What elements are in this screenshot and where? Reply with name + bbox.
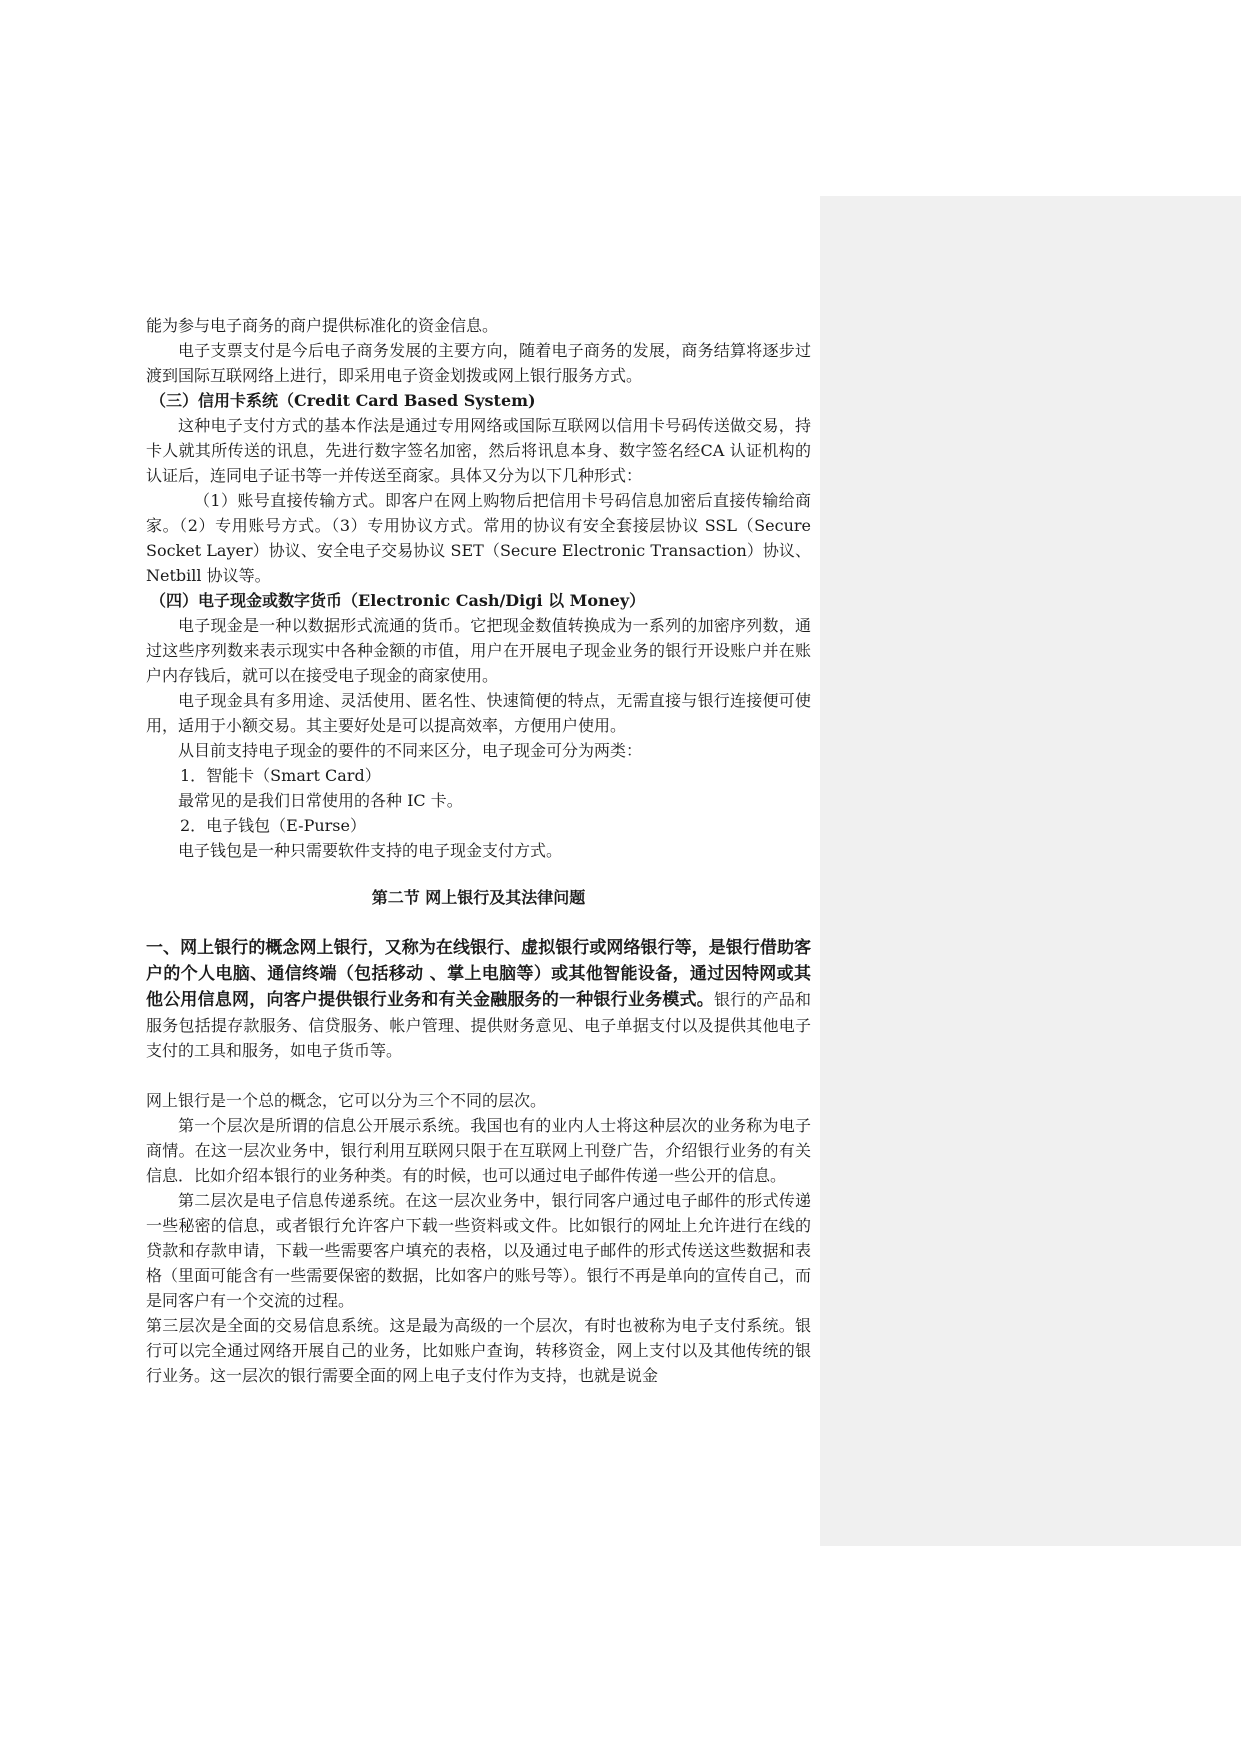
paragraph: （1）账号直接传输方式。即客户在网上购物后把信用卡号码信息加密后直接传输给商家。（2）专用账号方式。（3）专用协议方式。常用的协议有安全套接层协议 SSL（Secure Socket Layer）协议、安全电子交易协议 SET（Secure Electronic Transaction）协议、Netbill 协议等。 — [146, 491, 811, 585]
paragraph: 这种电子支付方式的基本作法是通过专用网络或国际互联网以信用卡号码传送做交易，持卡人就其所传送的讯息，先进行数字签名加密，然后将讯息本身、数字签名经CA 认证机构的认证后，连同电子证书等一并传送至商家。具体又分为以下几种形式： — [146, 416, 811, 485]
comment-pane — [820, 196, 1241, 1546]
paragraph: 网上银行是一个总的概念，它可以分为三个不同的层次。 — [146, 1091, 547, 1110]
paragraph: 电子支票支付是今后电子商务发展的主要方向，随着电子商务的发展，商务结算将逐步过渡到国际互联网络上进行，即采用电子资金划拨或网上银行服务方式。 — [146, 341, 811, 385]
paragraph: 第二层次是电子信息传递系统。在这一层次业务中，银行同客户通过电子邮件的形式传递一些秘密的信息，或者银行允许客户下载一些资料或文件。比如银行的网址上允许进行在线的贷款和存款申请，下载一些需要客户填充的表格，以及通过电子邮件的形式传送这些数据和表格（里面可能含有一些需要保密的数据，比如客户的账号等）。银行不再是单向的宣传自己，而是同客户有一个交流的过程。 — [146, 1191, 811, 1310]
subsection-heading: （三）信用卡系统（Credit Card Based System) — [150, 391, 536, 410]
paragraph: 电子现金是一种以数据形式流通的货币。它把现金数值转换成为一系列的加密序列数，通过这些序列数来表示现实中各种金额的市值，用户在开展电子现金业务的银行开设账户并在账户内存钱后，就可以在接受电子现金的商家使用。 — [146, 616, 811, 685]
section-title: 第二节 网上银行及其法律问题 — [371, 888, 586, 907]
definition-lead: 一、网上银行的概念网上银行，又称为在线银行、虚拟银行或网络银行等，是银行借助客户的个人电脑、通信终端（包括移动 、掌上电脑等）或其他智能设备，通过因特网或其他公用信息网，向客户提供银行业务和有关金融服务的一种银行业务模式。 — [146, 938, 811, 1010]
paragraph: 从目前支持电子现金的要件的不同来区分，电子现金可分为两类： — [178, 741, 643, 760]
definition-paragraph — [146, 935, 811, 1063]
paragraph: 电子钱包是一种只需要软件支持的电子现金支付方式。 — [178, 841, 563, 860]
paragraph: 第三层次是全面的交易信息系统。这是最为高级的一个层次，有时也被称为电子支付系统。银行可以完全通过网络开展自己的业务，比如账户查询，转移资金，网上支付以及其他传统的银行业务。这一层次的银行需要全面的网上电子支付作为支持，也就是说金 — [146, 1316, 811, 1385]
paragraph: 电子现金具有多用途、灵活使用、匿名性、快速简便的特点，无需直接与银行连接便可使用，适用于小额交易。其主要好处是可以提高效率，方便用户使用。 — [146, 691, 811, 735]
paragraph: 能为参与电子商务的商户提供标准化的资金信息。 — [146, 316, 499, 335]
paragraph: 第一个层次是所谓的信息公开展示系统。我国也有的业内人士将这种层次的业务称为电子商情。在这一层次业务中，银行利用互联网只限于在互联网上刊登广告，介绍银行业务的有关信息．比如介绍本银行的业务种类。有的时候，也可以通过电子邮件传递一些公开的信息。 — [146, 1116, 811, 1185]
definition-rest: 银行的产品和服务包括提存款服务、信贷服务、帐户管理、提供财务意见、电子单据支付以及提供其他电子支付的工具和服务，如电子货币等。 — [146, 990, 811, 1060]
document-body — [146, 313, 811, 1388]
list-item: 1．智能卡（Smart Card） — [180, 766, 381, 785]
paragraph: 最常见的是我们日常使用的各种 IC 卡。 — [178, 791, 463, 810]
subsection-heading: （四）电子现金或数字货币（Electronic Cash/Digi 以 Money） — [150, 591, 646, 610]
list-item: 2．电子钱包（E-Purse） — [180, 816, 366, 835]
